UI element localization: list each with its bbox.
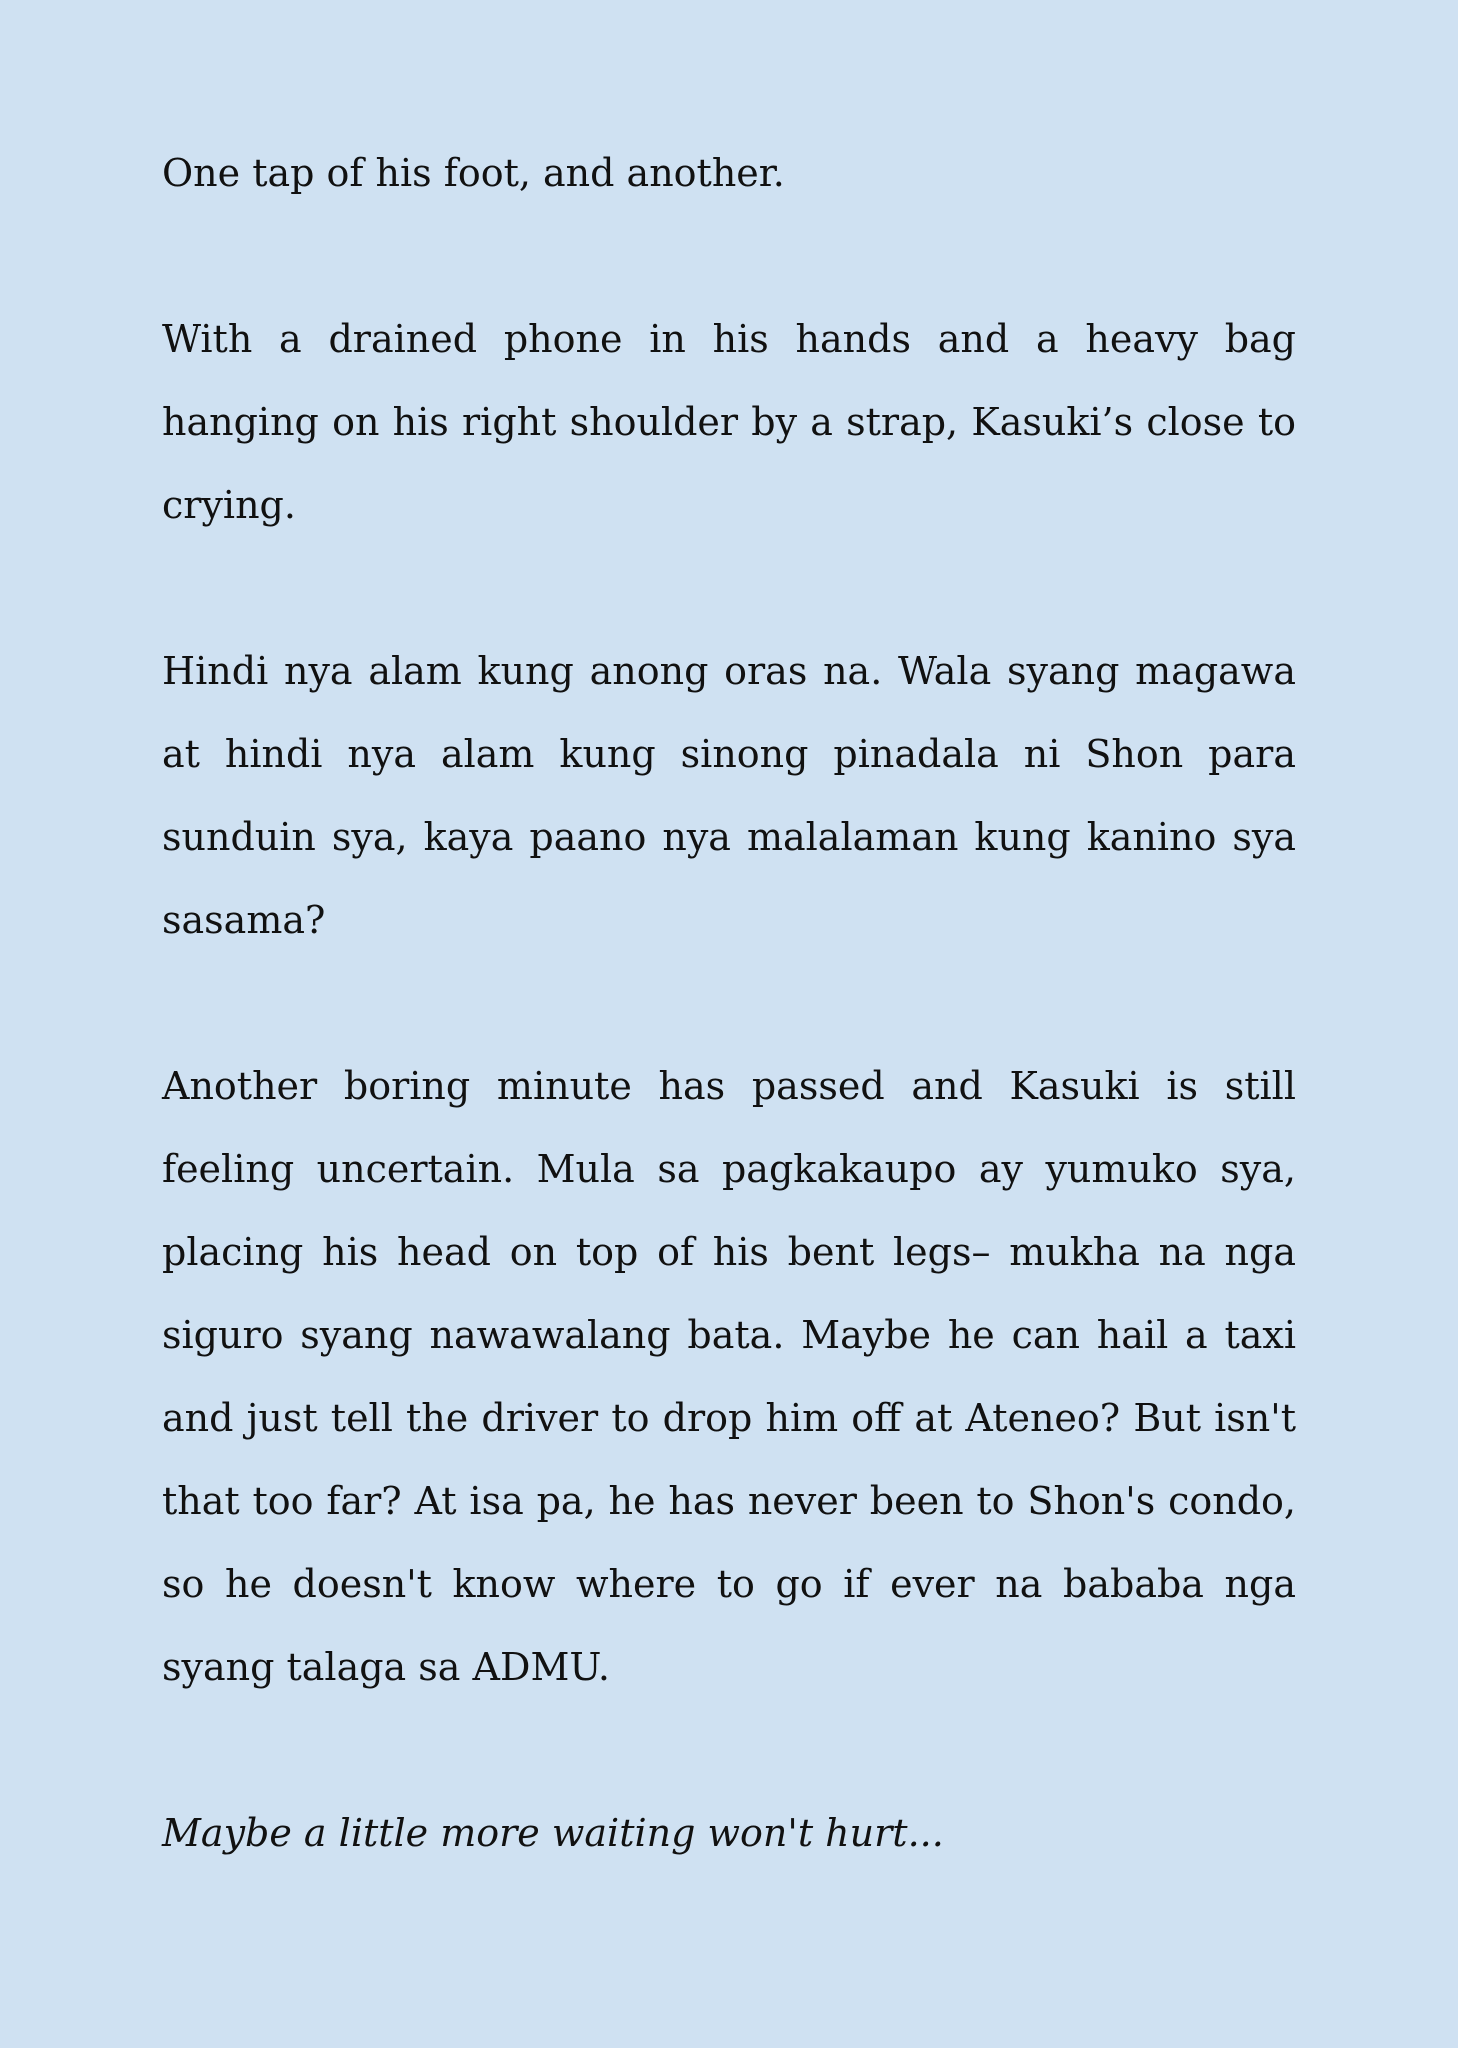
paragraph-5-italic: Maybe a little more waiting won't hurt... [162,1811,944,1855]
paragraph-4: Another boring minute has passed and Kasuki is still feeling uncertain. Mula sa pagkakaupo ay yumuko sya, placing his head on top of his bent legs– mukha na nga siguro syang nawawalang bata. Maybe he can hail a taxi and just tell the driver to drop him off at Ateneo? But isn't that too far? At isa pa, he has never been to Shon's condo, so he doesn't know where to go if ever na bababa nga syang talaga sa ADMU. [162,1064,1296,1689]
paragraph-1: One tap of his foot, and another. [162,151,785,195]
paragraph-3: Hindi nya alam kung anong oras na. Wala syang magawa at hindi nya alam kung sinong pinadala ni Shon para sunduin sya, kaya paano nya malalaman kung kanino sya sasama? [162,649,1296,942]
story-text [162,132,1296,1875]
paragraph-2: With a drained phone in his hands and a heavy bag hanging on his right shoulder by a strap, Kasuki’s close to crying. [162,317,1296,527]
